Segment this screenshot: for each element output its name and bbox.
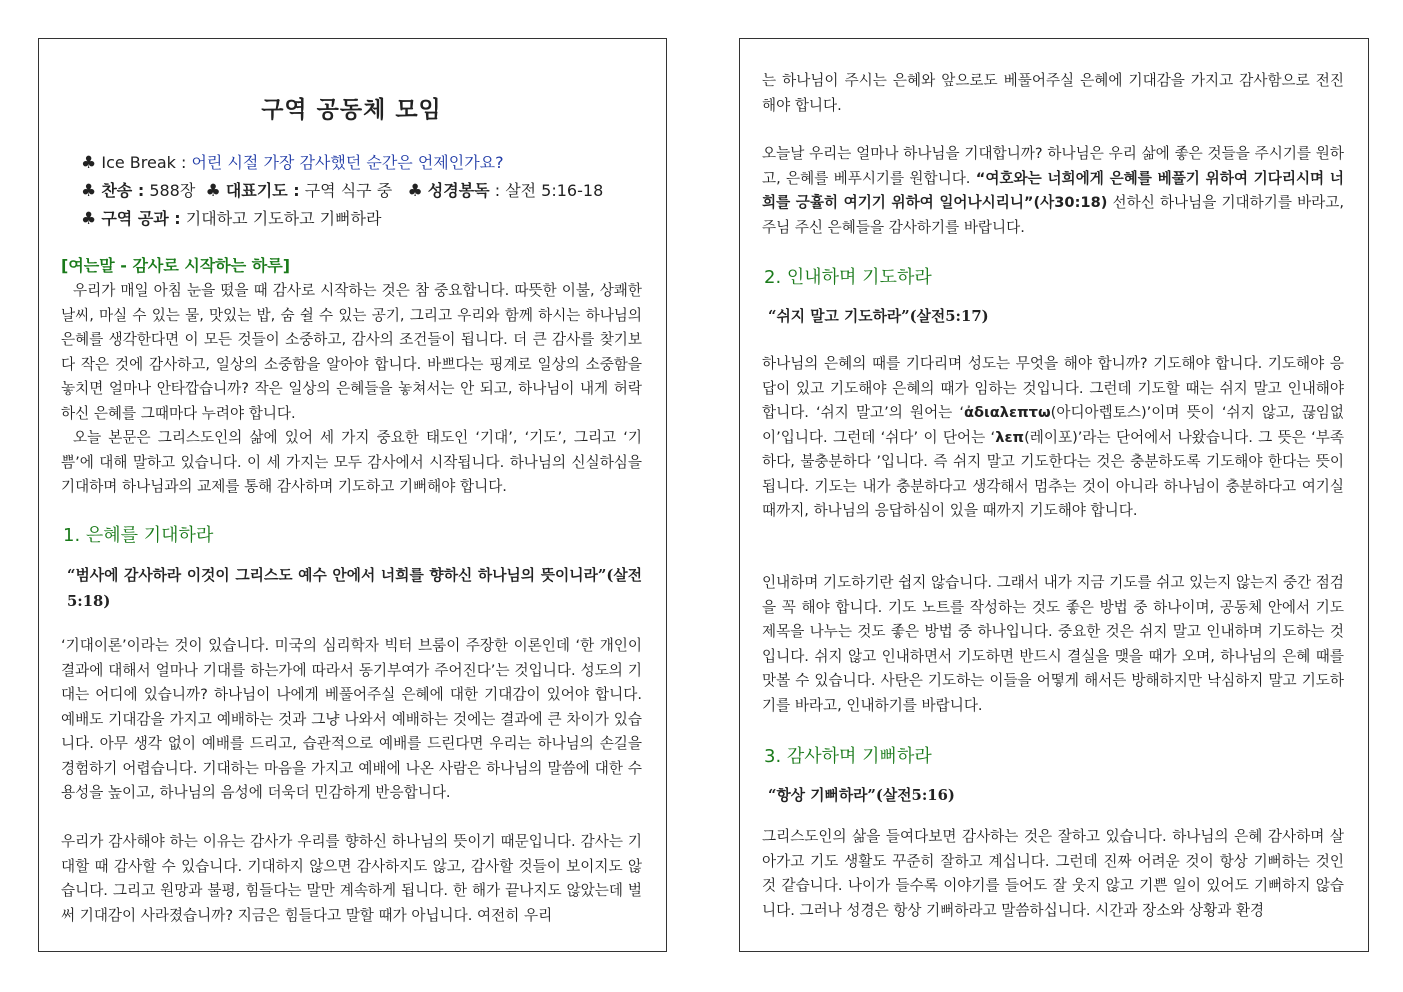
section-3-heading: 3. 감사하며 기뻐하라 <box>764 746 932 767</box>
ice-break-label: Ice Break <box>101 153 176 172</box>
ice-break-question: 어린 시절 가장 감사했던 순간은 언제인가요? <box>191 153 504 172</box>
intro-heading: [여는말 - 감사로 시작하는 하루] <box>61 256 291 275</box>
lesson-value: 기대하고 기도하고 기뻐하라 <box>180 209 382 228</box>
section-1-quote: “범사에 감사하라 이것이 그리스도 예수 안에서 너희를 향하신 하나님의 뜻이니라”(살전 5:18) <box>67 567 642 610</box>
club-icon: ♣ <box>205 181 221 201</box>
isaiah-quote: “여호와는 너희에게 은혜를 베풀기 위하여 기다리시며 너희를 긍휼히 여기기 위하여 일어나시리니”(사30:18) <box>762 169 1344 211</box>
prayer-label: 대표기도 : <box>225 181 300 200</box>
section-2-paragraph-1 <box>762 352 1344 524</box>
ice-break-separator: : <box>175 153 192 172</box>
club-icon: ♣ <box>407 181 423 201</box>
section-3-paragraph-1: 그리스도인의 삶을 들여다보면 감사하는 것은 잘하고 있습니다. 하나님의 은혜 감사하며 살아가고 기도 생활도 꾸준히 잘하고 계십니다. 그런데 진짜 어려운 것이 항상 기뻐하는 것인 것 같습니다. 나이가 들수록 이야기를 들어도 잘 웃지 않고 기쁜 일이 있어도 기뻐하지 않습니다. 그러나 성경은 항상 기뻐하라고 말씀하십니다. 시간과 장소와 상황과 환경 <box>762 828 1344 919</box>
lesson-label: 구역 공과 : <box>101 209 181 228</box>
lesson-line <box>81 205 603 233</box>
reading-value: : 살전 5:16-18 <box>489 181 604 200</box>
section-1-paragraph-1: ‘기대이론’이라는 것이 있습니다. 미국의 심리학자 빅터 브룸이 주장한 이론인데 ‘한 개인이 결과에 대해서 얼마나 기대를 하는가에 따라서 동기부여가 주어진다’는 것입니다. 성도의 기대는 어디에 있습니까? 하나님이 나에게 베풀어주실 은혜에 대한 기대감이 있어야 합니다. 예배도 기대감을 가지고 예배하는 것과 그냥 나와서 예배하는 것에는 결과에 큰 차이가 있습니다. 아무 생각 없이 예배를 드리고, 습관적으로 예배를 드린다면 우리는 하나님의 손길을 경험하기 어렵습니다. 기대하는 마음을 가지고 예배에 나온 사람은 하나님의 말씀에 대한 수용성을 높이고, 하나님의 음성에 더욱더 민감하게 반응합니다. <box>61 637 642 801</box>
section-2-quote: “쉬지 말고 기도하라”(살전5:17) <box>768 308 989 325</box>
club-icon: ♣ <box>81 181 97 201</box>
expectation-paragraph <box>762 142 1344 240</box>
section-2-text-c: (레이포)’라는 단어에서 나왔습니다. 그 뜻은 ‘부족하다, 불충분하다 ’입니다. 즉 쉬지 말고 기도한다는 것은 충분하도록 기도해야 한다는 뜻이 됩니다. 기도는 내가 충분하다고 생각해서 멈추는 것이 아니라 하나님이 충분하다고 여기실 때까지, 하나님의 응답하심이 있을 때까지 기도해야 합니다. <box>762 428 1344 519</box>
section-1-paragraph-2: 우리가 감사해야 하는 이유는 감사가 우리를 향하신 하나님의 뜻이기 때문입니다. 감사는 기대할 때 감사할 수 있습니다. 기대하지 않으면 감사하지도 않고, 감사할 것들이 보이지도 않습니다. 그리고 원망과 불평, 힘들다는 말만 계속하게 됩니다. 한 해가 끝나지도 않았는데 벌써 기대감이 사라졌습니까? 지금은 힘들다고 말할 때가 아닙니다. 여전히 우리 <box>61 833 642 924</box>
section-2-text-a: 하나님의 은혜의 때를 기다리며 성도는 무엇을 해야 합니까? 기도해야 합니다. 기도해야 응답이 있고 기도해야 은혜의 때가 임하는 것입니다. 그런데 기도할 때는 쉬지 말고 인내해야 합니다. ‘쉬지 말고’의 원어는 ‘ <box>762 355 1344 421</box>
intro-paragraph-1: 우리가 매일 아침 눈을 떴을 때 감사로 시작하는 것은 참 중요합니다. 따뜻한 이불, 상쾌한 날씨, 마실 수 있는 물, 맛있는 밥, 숨 쉴 수 있는 공기, 그리고 우리와 함께 하시는 하나님의 은혜를 생각한다면 이 모든 것들이 소중하고, 감사의 조건들이 됩니다. 더 큰 감사를 찾기보다 작은 것에 감사하고, 일상의 소중함을 알아야 합니다. 바쁘다는 핑계로 일상의 소중함을 놓치면 얼마나 안타깝습니까? 작은 일상의 은혜들을 놓쳐서는 안 되고, 하나님이 내게 허락하신 은혜를 그때마다 누려야 합니다. <box>61 282 642 422</box>
section-2-paragraph-2: 인내하며 기도하기란 쉽지 않습니다. 그래서 내가 지금 기도를 쉬고 있는지 않는지 중간 점검을 꼭 해야 합니다. 기도 노트를 작성하는 것도 좋은 방법 중 하나이며, 공동체 안에서 기도 제목을 나누는 것도 좋은 방법 중 하나입니다. 중요한 것은 쉬지 말고 인내하며 기도하는 것입니다. 쉬지 않고 인내하면서 기도하면 반드시 결실을 맺을 때가 오며, 하나님의 은혜 때를 맛볼 수 있습니다. 사탄은 기도하는 이들을 어떻게 해서든 방해하지만 낙심하지 말고 기도하기를 바라고, 인내하기를 바랍니다. <box>762 574 1344 714</box>
prayer-value: 구역 식구 중 <box>299 181 393 200</box>
worship-order-line <box>81 177 603 205</box>
expectation-text-a: 오늘날 우리는 얼마나 하나님을 기대합니까? 하나님은 우리 삶에 좋은 것들을 주시기를 원하고, 은혜를 베푸시기를 원합니다. <box>762 145 1344 187</box>
club-icon: ♣ <box>81 209 97 229</box>
greek-word-adialeiptos: ἀδιαλεπτω <box>964 404 1051 421</box>
club-icon: ♣ <box>81 153 97 173</box>
continued-paragraph: 는 하나님이 주시는 은혜와 앞으로도 베풀어주실 은혜에 기대감을 가지고 감사함으로 전진해야 합니다. <box>762 72 1344 114</box>
hymn-label: 찬송 : <box>101 181 145 200</box>
reading-label: 성경봉독 <box>427 181 490 200</box>
section-1-heading: 1. 은혜를 기대하라 <box>63 525 214 546</box>
ice-break-line <box>81 149 603 177</box>
expectation-text-b: 선하신 하나님을 기대하기를 바라고, 주님 주신 은혜들을 감사하기를 바랍니다. <box>762 194 1344 236</box>
page-title: 구역 공동체 모임 <box>261 97 442 123</box>
intro-paragraph-2: 오늘 본문은 그리스도인의 삶에 있어 세 가지 중요한 태도인 ‘기대’, ‘기도’, 그리고 ‘기쁨’에 대해 말하고 있습니다. 이 세 가지는 모두 감사에서 시작됩니다. 하나님의 신실하심을 기대하며 하나님과의 교제를 통해 감사하며 기도하고 기뻐해야 합니다. <box>61 429 642 495</box>
right-page <box>739 38 1369 952</box>
hymn-value: 588장 <box>144 181 196 200</box>
left-page <box>38 38 667 952</box>
greek-word-leipo: λεπ <box>995 428 1025 446</box>
section-3-quote: “항상 기뻐하라”(살전5:16) <box>768 787 955 804</box>
section-2-heading: 2. 인내하며 기도하라 <box>764 267 932 288</box>
meeting-info <box>81 149 603 233</box>
section-2-text-b: (아디아렙토스)’이며 뜻이 ‘쉬지 않고, 끊임없이’입니다. 그런데 ‘쉬다’ 이 단어는 ‘ <box>762 404 1344 446</box>
